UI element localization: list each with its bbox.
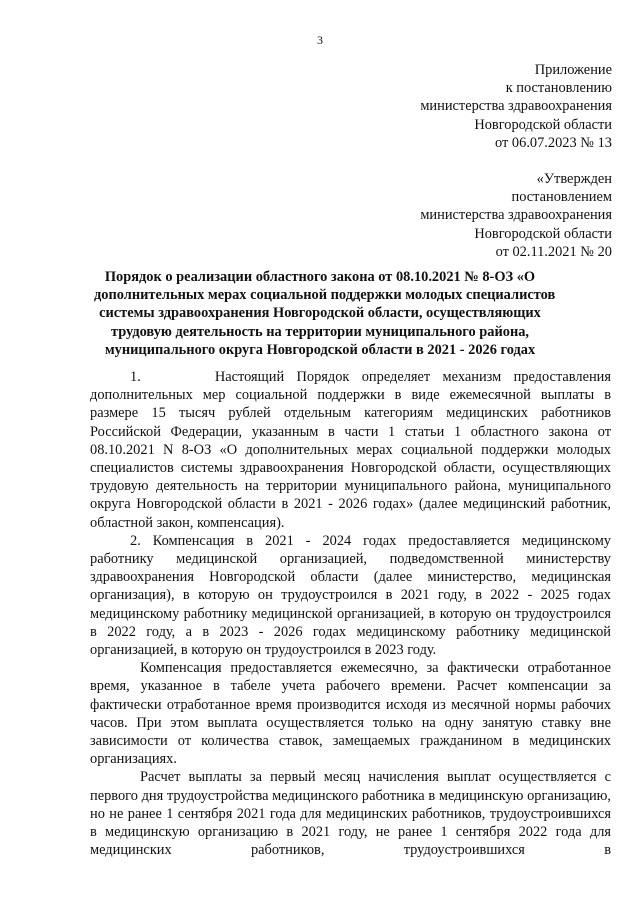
annex-line: Приложение bbox=[534, 62, 612, 78]
approval-line: «Утвержден bbox=[536, 171, 612, 187]
title-line: дополнительных мерах социальной поддержки молодых специалистов bbox=[94, 287, 556, 304]
annex-line: от 06.07.2023 № 13 bbox=[495, 134, 612, 151]
approval-line: от 02.11.2021 № 20 bbox=[495, 243, 612, 260]
title-line: Порядок о реализации областного закона от 08.10.2021 № 8-ОЗ «О bbox=[104, 269, 536, 285]
document-title bbox=[94, 268, 556, 359]
annex-line: Новгородской области bbox=[474, 116, 612, 133]
annex-header bbox=[420, 61, 612, 152]
title-line: системы здравоохранения Новгородской области, осуществляющих bbox=[99, 305, 541, 322]
approval-line: Новгородской области bbox=[474, 225, 612, 242]
approval-line: министерства здравоохранения bbox=[420, 207, 612, 224]
document-body bbox=[90, 368, 611, 859]
annex-line: министерства здравоохранения bbox=[420, 98, 612, 115]
paragraph-3: Компенсация предоставляется ежемесячно, за фактически отработанное время, указанное в табеле учета рабочего времени. Расчет компенсации за фактически отработанное время производится исходя из месячной нормы рабочих часов. При этом выплата осуществляется только на одну занятую ставку вне зависимости от количества ставок, замещаемых гражданином в медицинских организациях. bbox=[90, 660, 611, 768]
approval-header bbox=[420, 170, 612, 261]
paragraph-4: Расчет выплаты за первый месяц начисления выплат осуществляется с первого дня трудоустройства медицинского работника в медицинскую организацию, но не ранее 1 сентября 2021 года для медицинских работников, трудоустроившихся в медицинскую организацию в 2021 году, не ранее 1 сентября 2022 года для медицинских работников, трудоустроившихся в bbox=[90, 769, 611, 859]
page-number: 3 bbox=[317, 33, 323, 47]
paragraph-2: 2. Компенсация в 2021 - 2024 годах предоставляется медицинскому работнику медицинской организацией, подведомственной министерству здравоохранения Новгородской области (далее министерство, медицинская организация), в которую он трудоустроился в 2021 году, в 2022 - 2025 годах медицинскому работнику медицинской организацией, в которую он трудоустроился в 2022 году, а в 2023 - 2026 годах медицинскому работнику медицинской организацией, в которую он трудоустроился в 2023 году. bbox=[90, 532, 611, 659]
title-line: муниципального округа Новгородской области в 2021 - 2026 годах bbox=[104, 341, 536, 358]
title-line: трудовую деятельность на территории муниципального района, bbox=[110, 323, 530, 340]
annex-line: к постановлению bbox=[505, 80, 612, 97]
paragraph-1: 1. Настоящий Порядок определяет механизм предоставления дополнительных мер социальной поддержки в виде ежемесячной выплаты в размере 15 тысяч рублей отдельным категориям медицинских работников Российской Федерации, указанным в части 1 статьи 1 областного закона от 08.10.2021 N 8-ОЗ «О дополнительных мерах социальной поддержки молодых специалистов системы здравоохранения Новгородской области, осуществляющих трудовую деятельность на территории муниципального района, муниципального округа Новгородской области в 2021 - 2026 годах» (далее медицинский работник, областной закон, компенсация). bbox=[90, 369, 611, 531]
approval-line: постановлением bbox=[511, 189, 612, 206]
